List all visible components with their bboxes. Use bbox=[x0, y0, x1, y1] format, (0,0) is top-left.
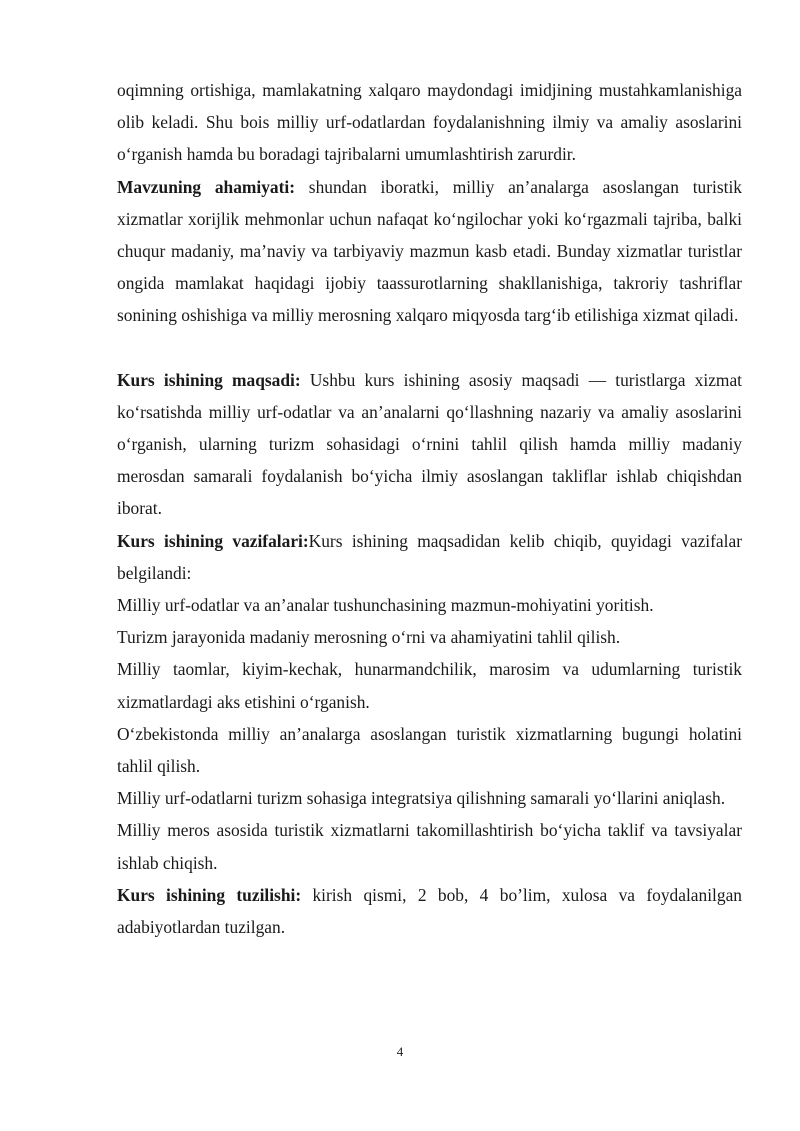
relevance-paragraph bbox=[117, 171, 742, 332]
tasks-text: Kurs ishining maqsadidan kelib chiqib, quyidagi vazifalar belgilandi: bbox=[117, 530, 742, 583]
document-page bbox=[117, 74, 742, 943]
intro-text: oqimning ortishiga, mamlakatning xalqaro maydondagi imidjining mustahkamlanishiga olib keladi. Shu bois milliy urf-odatlardan foydalanishning ilmiy va amaliy asoslarini o‘rganish hamda bu boradagi tajribalarni umumlashtirish zarurdir. bbox=[117, 80, 742, 165]
task-item: Milliy meros asosida turistik xizmatlarni takomillashtirish bo‘yicha taklif va tavsiyalar ishlab chiqish. bbox=[117, 820, 742, 873]
structure-text: kirish qismi, 2 bob, 4 bo’lim, xulosa va foydalanilgan adabiyotlardan tuzilgan. bbox=[117, 884, 742, 938]
task-item: Turizm jarayonida madaniy merosning o‘rni va ahamiyatini tahlil qilish. bbox=[117, 627, 621, 648]
tasks-heading: Kurs ishining vazifalari: bbox=[117, 530, 309, 551]
task-item: Milliy urf-odatlar va an’analar tushunchasining mazmun-mohiyatini yoritish. bbox=[117, 595, 654, 616]
structure-paragraph bbox=[117, 879, 742, 943]
relevance-heading: Mavzuning ahamiyati: bbox=[117, 176, 296, 197]
structure-heading: Kurs ishining tuzilishi: bbox=[117, 884, 302, 905]
intro-paragraph bbox=[117, 74, 742, 171]
tasks-paragraph bbox=[117, 525, 742, 589]
relevance-text: shundan iboratki, milliy an’analarga asoslangan turistik xizmatlar xorijlik mehmonlar uchun nafaqat ko‘ngilochar yoki ko‘rgazmali tajriba, balki chuqur madaniy, ma’naviy va tarbiyaviy mazmun kasb etadi. Bunday xizmatlar turistlar ongida mamlakat haqidagi ijobiy taassurotlarning shakllanishiga, takroriy tashriflar sonining oshishiga va milliy merosning xalqaro miqyosda targ‘ib etilishiga xizmat qiladi. bbox=[117, 176, 742, 326]
goal-text: Ushbu kurs ishining asosiy maqsadi — turistlarga xizmat ko‘rsatishda milliy urf-odatlar va an’analarni qo‘llashning nazariy va amaliy asoslarini o‘rganish, ularning turizm sohasidagi o‘rnini tahlil qilish hamda milliy madaniy merosdan samarali foydalanish bo‘yicha ilmiy asoslangan takliflar ishlab chiqishdan iborat. bbox=[117, 369, 742, 519]
page-number: 4 bbox=[396, 1044, 404, 1059]
task-item: Milliy urf-odatlarni turizm sohasiga integratsiya qilishning samarali yo‘llarini aniqlash. bbox=[117, 788, 726, 809]
task-item: Milliy taomlar, kiyim-kechak, hunarmandchilik, marosim va udumlarning turistik xizmatlardagi aks etishini o‘rganish. bbox=[117, 659, 742, 712]
goal-heading: Kurs ishining maqsadi: bbox=[117, 369, 301, 390]
task-item: O‘zbekistonda milliy an’analarga asoslangan turistik xizmatlarning bugungi holatini tahlil qilish. bbox=[117, 723, 742, 777]
goal-paragraph bbox=[117, 364, 742, 525]
paragraph-gap bbox=[117, 332, 742, 364]
